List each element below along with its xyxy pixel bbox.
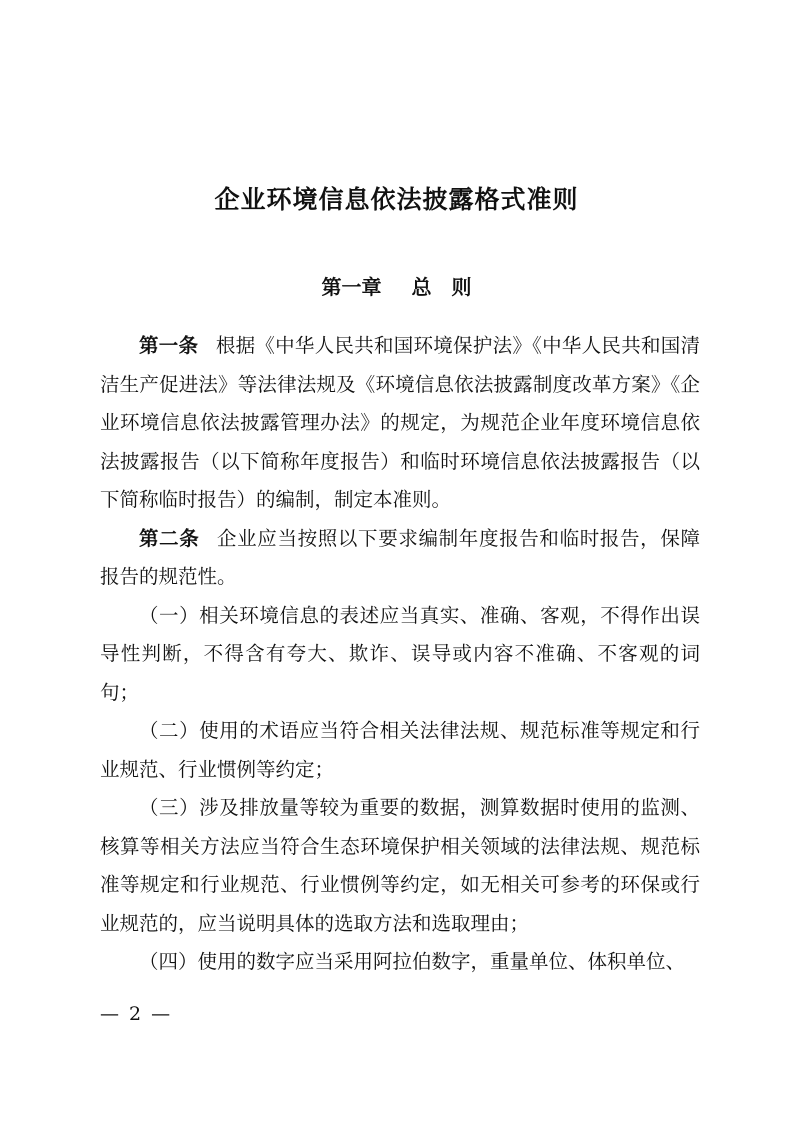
chapter-number: 第一章	[321, 275, 382, 299]
list-item: （三）涉及排放量等较为重要的数据，测算数据时使用的监测、核算等相关方法应当符合生态环境保护相关领域的法律法规、规范标准等规定和行业规范、行业惯例等约定，如无相关可参考的环保或行业规范的，应当说明具体的选取方法和选取理由；	[100, 796, 700, 935]
article-number: 第一条	[139, 334, 199, 357]
document-body	[100, 327, 700, 982]
article-text: 根据《中华人民共和国环境保护法》《中华人民共和国清洁生产促进法》等法律法规及《环境信息依法披露制度改革方案》《企业环境信息依法披露管理办法》的规定，为规范企业年度环境信息依法披露报告（以下简称年度报告）和临时环境信息依法披露报告（以下简称临时报告）的编制，制定本准则。	[100, 334, 700, 511]
article-paragraph	[100, 520, 700, 597]
article-number: 第二条	[139, 526, 200, 550]
list-item: （二）使用的术语应当符合相关法律法规、规范标准等规定和行业规范、行业惯例等约定；	[100, 719, 700, 781]
chapter-name: 总 则	[411, 275, 472, 299]
article-paragraph	[100, 327, 700, 520]
list-item: （四）使用的数字应当采用阿拉伯数字，重量单位、体积单位、	[139, 950, 686, 973]
article-text: 企业应当按照以下要求编制年度报告和临时报告，保障报告的规范性。	[100, 526, 700, 588]
page-number: — 2 —	[100, 1003, 173, 1025]
document-title: 企业环境信息依法披露格式准则	[214, 185, 579, 214]
chapter-heading	[0, 273, 793, 301]
list-item: （一）相关环境信息的表述应当真实、准确、客观，不得作出误导性判断，不得含有夸大、欺诈、误导或内容不准确、不客观的词句；	[100, 603, 700, 704]
